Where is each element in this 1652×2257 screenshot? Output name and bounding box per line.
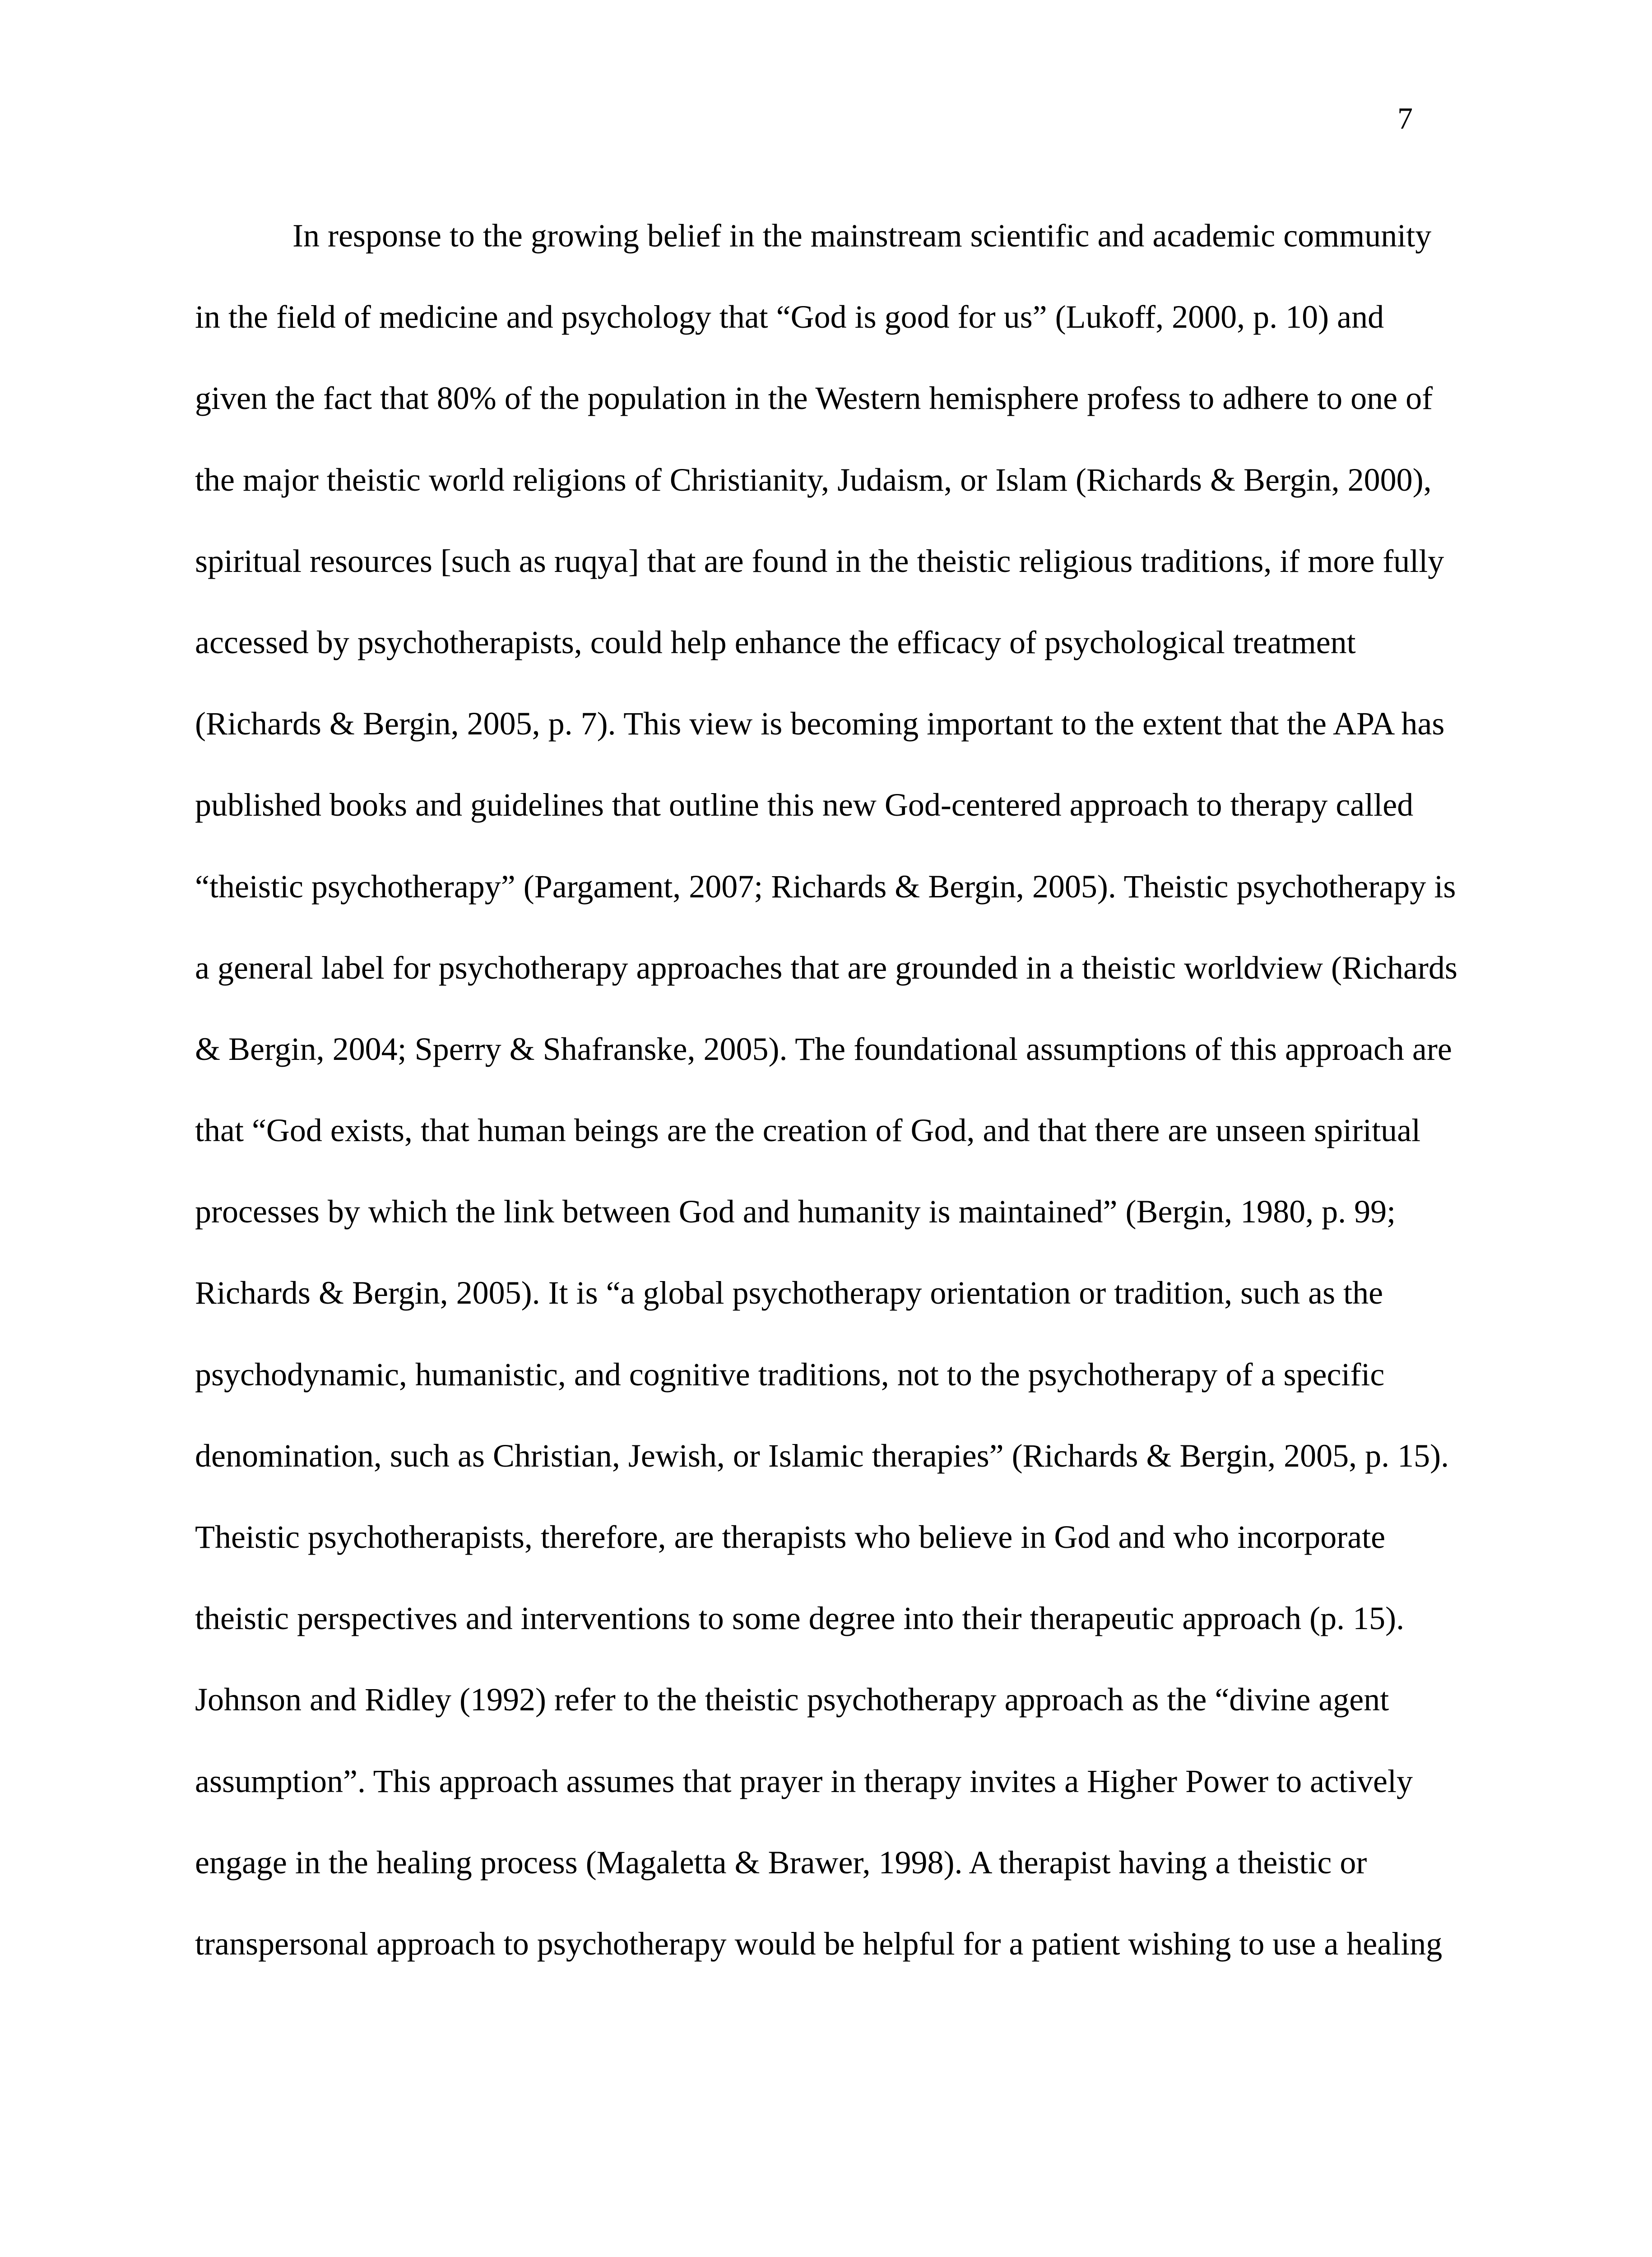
paragraph-line: & Bergin, 2004; Sperry & Shafranske, 2005). The foundational assumptions of this approach are bbox=[195, 1031, 1452, 1067]
paragraph-line: psychodynamic, humanistic, and cognitive traditions, not to the psychotherapy of a specific bbox=[195, 1356, 1385, 1393]
paragraph-line: “theistic psychotherapy” (Pargament, 2007; Richards & Bergin, 2005). Theistic psychotherapy is bbox=[195, 868, 1456, 905]
paragraph-line: denomination, such as Christian, Jewish, or Islamic therapies” (Richards & Bergin, 2005, p. 15). bbox=[195, 1437, 1449, 1474]
paragraph-line: (Richards & Bergin, 2005, p. 7). This view is becoming important to the extent that the APA has bbox=[195, 706, 1445, 742]
paragraph-line: published books and guidelines that outline this new God-centered approach to therapy called bbox=[195, 787, 1414, 823]
paragraph-line: spiritual resources [such as ruqya] that are found in the theistic religious traditions, if more fully bbox=[195, 543, 1444, 579]
paragraph-line: the major theistic world religions of Christianity, Judaism, or Islam (Richards & Bergin, 2000), bbox=[195, 461, 1432, 498]
paragraph-line: engage in the healing process (Magaletta & Brawer, 1998). A therapist having a theistic or bbox=[195, 1844, 1367, 1881]
paragraph-line: theistic perspectives and interventions to some degree into their therapeutic approach (p. 15). bbox=[195, 1600, 1405, 1637]
paragraph-line: processes by which the link between God and humanity is maintained” (Bergin, 1980, p. 99; bbox=[195, 1194, 1396, 1230]
paragraph-line: In response to the growing belief in the mainstream scientific and academic community bbox=[292, 218, 1432, 254]
paragraph-line: accessed by psychotherapists, could help enhance the efficacy of psychological treatment bbox=[195, 624, 1356, 660]
paragraph-line: Johnson and Ridley (1992) refer to the theistic psychotherapy approach as the “divine agent bbox=[195, 1681, 1389, 1718]
paragraph-line: in the field of medicine and psychology that “God is good for us” (Lukoff, 2000, p. 10) and bbox=[195, 299, 1384, 335]
paragraph-line: transpersonal approach to psychotherapy would be helpful for a patient wishing to use a healing bbox=[195, 1925, 1443, 1962]
paragraph-line: Richards & Bergin, 2005). It is “a global psychotherapy orientation or tradition, such as the bbox=[195, 1275, 1383, 1311]
paragraph-line: that “God exists, that human beings are the creation of God, and that there are unseen spiritual bbox=[195, 1112, 1421, 1149]
page-number: 7 bbox=[1397, 101, 1413, 135]
body-paragraph bbox=[195, 209, 1459, 1998]
paragraph-line: assumption”. This approach assumes that prayer in therapy invites a Higher Power to actively bbox=[195, 1763, 1413, 1799]
paragraph-line: given the fact that 80% of the population in the Western hemisphere profess to adhere to one of bbox=[195, 380, 1433, 417]
paragraph-line: a general label for psychotherapy approaches that are grounded in a theistic worldview (Richards bbox=[195, 949, 1457, 986]
paragraph-line: Theistic psychotherapists, therefore, are therapists who believe in God and who incorporate bbox=[195, 1519, 1386, 1555]
